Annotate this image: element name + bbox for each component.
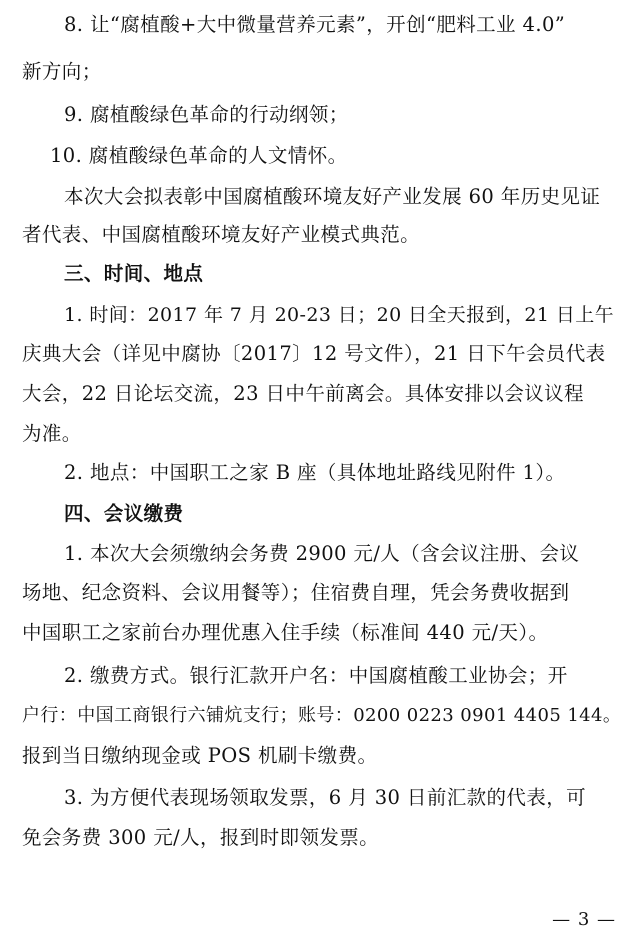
fee-line-2: 场地、纪念资料、会议用餐等）；住宿费自理，凭会务费收据到 — [22, 581, 570, 604]
place-line: 2. 地点：中国职工之家 B 座（具体地址路线见附件 1）。 — [64, 461, 566, 484]
commendation-line-2: 者代表、中国腐植酸环境友好产业模式典范。 — [22, 223, 421, 246]
time-line-2: 庆典大会（详见中腐协〔2017〕12 号文件），21 日下午会员代表 — [22, 342, 606, 365]
item-9-line: 9. 腐植酸绿色革命的行动纲领； — [64, 103, 349, 126]
item-8-line-1: 8. 让“腐植酸+大中微量营养元素”，开创“肥料工业 4.0” — [64, 13, 566, 36]
fee-line-3: 中国职工之家前台办理优惠入住手续（标准间 440 元/天）。 — [22, 621, 549, 644]
time-line-4: 为准。 — [22, 422, 82, 445]
commendation-line-1: 本次大会拟表彰中国腐植酸环境友好产业发展 60 年历史见证 — [64, 185, 601, 208]
invoice-line-2: 免会务费 300 元/人，报到时即领发票。 — [22, 826, 380, 849]
payment-line-1: 2. 缴费方式。银行汇款开户名：中国腐植酸工业协会；开 — [64, 664, 568, 687]
item-10-line: 10. 腐植酸绿色革命的人文情怀。 — [50, 144, 348, 167]
page-number: — 3 — — [552, 909, 616, 930]
section-heading-time-place: 三、时间、地点 — [64, 262, 204, 285]
invoice-line-1: 3. 为方便代表现场领取发票，6 月 30 日前汇款的代表，可 — [64, 786, 587, 809]
section-heading-fees: 四、会议缴费 — [64, 502, 184, 525]
payment-line-3: 报到当日缴纳现金或 POS 机刷卡缴费。 — [22, 744, 378, 767]
fee-line-1: 1. 本次大会须缴纳会务费 2900 元/人（含会议注册、会议 — [64, 542, 580, 565]
item-8-line-2: 新方向； — [22, 60, 102, 83]
time-line-1: 1. 时间：2017 年 7 月 20-23 日；20 日全天报到，21 日上午 — [64, 304, 615, 326]
time-line-3: 大会，22 日论坛交流，23 日中午前离会。具体安排以会议议程 — [22, 382, 584, 405]
payment-line-2: 户行：中国工商银行六铺炕支行；账号：0200 0223 0901 4405 144。 — [22, 705, 622, 726]
